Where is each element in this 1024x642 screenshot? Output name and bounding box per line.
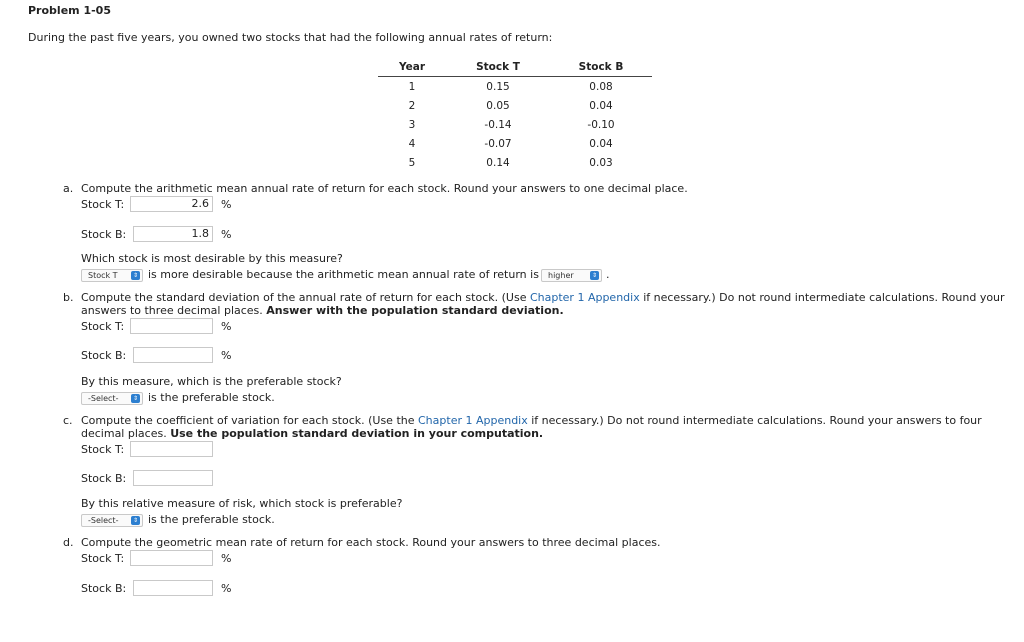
table-header-row xyxy=(378,58,652,77)
part-a-stock-select[interactable] xyxy=(81,269,143,282)
cell-year: 5 xyxy=(408,156,416,169)
part-c-stock-b-label: Stock B: xyxy=(81,472,127,485)
cell-stock-b: 0.04 xyxy=(589,137,613,150)
part-d-question: Compute the geometric mean rate of return for each stock. Round your answers to three decimal places. xyxy=(81,536,661,549)
table-row xyxy=(378,77,652,97)
col-header-stock-b: Stock B xyxy=(550,58,652,77)
cell-year: 4 xyxy=(408,137,416,150)
part-b-stock-t-percent: % xyxy=(221,320,232,333)
chevron-updown-icon: ⇕ xyxy=(132,395,139,402)
table-row xyxy=(378,96,652,115)
part-b-q-line2: answers to three decimal places. xyxy=(81,304,263,317)
cell-stock-b: -0.10 xyxy=(587,118,615,131)
part-c-question-line2 xyxy=(81,427,543,440)
part-c-stock-select[interactable] xyxy=(81,514,143,527)
part-d-stock-t-percent: % xyxy=(221,552,232,565)
part-a-stock-b-percent: % xyxy=(221,228,232,241)
part-d-stock-t-input[interactable] xyxy=(130,550,213,566)
table-row xyxy=(378,134,652,153)
returns-table xyxy=(378,58,652,172)
part-c-stock-b-input[interactable] xyxy=(133,470,213,486)
part-b-stock-b-percent: % xyxy=(221,349,232,362)
cell-stock-t: -0.14 xyxy=(484,118,512,131)
cell-stock-t: 0.15 xyxy=(486,80,510,93)
table-row xyxy=(378,115,652,134)
part-c-stock-select-value: -Select- xyxy=(88,516,119,525)
table-row xyxy=(378,153,652,172)
part-a-stock-t-percent: % xyxy=(221,198,232,211)
part-d-stock-t-label: Stock T: xyxy=(81,552,125,565)
part-c-q-post: if necessary.) Do not round intermediate calculations. Round your answers to four xyxy=(527,414,982,427)
part-a-marker: a. xyxy=(63,182,74,195)
part-a-stock-t-input[interactable]: 2.6 xyxy=(130,196,213,212)
cell-stock-t: 0.14 xyxy=(486,156,510,169)
part-a-rate-select[interactable] xyxy=(541,269,602,282)
part-b-q-pre: Compute the standard deviation of the annual rate of return for each stock. (Use xyxy=(81,291,530,304)
part-c-stock-t-label: Stock T: xyxy=(81,443,125,456)
part-a-question: Compute the arithmetic mean annual rate of return for each stock. Round your answers to one decimal place. xyxy=(81,182,688,195)
part-c-q-bold: Use the population standard deviation in your computation. xyxy=(170,427,544,440)
part-c-which: By this relative measure of risk, which stock is preferable? xyxy=(81,497,403,510)
part-b-stock-b-label: Stock B: xyxy=(81,349,127,362)
part-b-question-line1 xyxy=(81,291,1005,304)
part-b-q-bold: Answer with the population standard deviation. xyxy=(266,304,564,317)
part-d-stock-b-input[interactable] xyxy=(133,580,213,596)
part-d-marker: d. xyxy=(63,536,74,549)
part-b-q-post: if necessary.) Do not round intermediate calculations. Round your xyxy=(639,291,1005,304)
cell-stock-b: 0.04 xyxy=(589,99,613,112)
part-b-marker: b. xyxy=(63,291,74,304)
part-a-stock-b-input[interactable]: 1.8 xyxy=(133,226,213,242)
part-a-middle-text: is more desirable because the arithmetic mean annual rate of return is xyxy=(148,268,539,281)
part-c-question-line1 xyxy=(81,414,982,427)
part-b-which: By this measure, which is the preferable stock? xyxy=(81,375,342,388)
part-b-stock-t-input[interactable] xyxy=(130,318,213,334)
part-c-tail: is the preferable stock. xyxy=(148,513,275,526)
part-b-question-line2 xyxy=(81,304,564,317)
part-d-stock-b-label: Stock B: xyxy=(81,582,127,595)
problem-title: Problem 1-05 xyxy=(28,4,111,17)
part-d-stock-b-percent: % xyxy=(221,582,232,595)
part-c-stock-t-input[interactable] xyxy=(130,441,213,457)
part-b-stock-select-value: -Select- xyxy=(88,394,119,403)
part-a-rate-select-value: higher xyxy=(548,271,574,280)
chevron-updown-icon: ⇕ xyxy=(132,517,139,524)
part-a-end-period: . xyxy=(606,268,610,281)
cell-year: 3 xyxy=(408,118,416,131)
cell-stock-b: 0.08 xyxy=(589,80,613,93)
cell-stock-t: -0.07 xyxy=(484,137,512,150)
intro-text: During the past five years, you owned two stocks that had the following annual rates of return: xyxy=(28,31,553,44)
cell-year: 2 xyxy=(408,99,416,112)
part-c-appendix-link[interactable]: Chapter 1 Appendix xyxy=(418,414,528,427)
col-header-stock-t: Stock T xyxy=(446,58,550,77)
chevron-updown-icon: ⇕ xyxy=(132,272,139,279)
part-a-which: Which stock is most desirable by this measure? xyxy=(81,252,343,265)
part-c-marker: c. xyxy=(63,414,73,427)
cell-year: 1 xyxy=(408,80,416,93)
chevron-updown-icon: ⇕ xyxy=(591,272,598,279)
part-b-stock-t-label: Stock T: xyxy=(81,320,125,333)
col-header-year: Year xyxy=(378,58,446,77)
part-b-stock-b-input[interactable] xyxy=(133,347,213,363)
part-b-appendix-link[interactable]: Chapter 1 Appendix xyxy=(529,291,640,304)
part-c-q-pre: Compute the coefficient of variation for each stock. (Use the xyxy=(81,414,418,427)
cell-stock-t: 0.05 xyxy=(486,99,510,112)
cell-stock-b: 0.03 xyxy=(589,156,613,169)
part-a-stock-select-value: Stock T xyxy=(88,271,118,280)
part-c-q-line2: decimal places. xyxy=(81,427,167,440)
part-b-tail: is the preferable stock. xyxy=(148,391,275,404)
part-a-stock-t-label: Stock T: xyxy=(81,198,125,211)
part-b-stock-select[interactable] xyxy=(81,392,143,405)
part-a-stock-b-label: Stock B: xyxy=(81,228,127,241)
